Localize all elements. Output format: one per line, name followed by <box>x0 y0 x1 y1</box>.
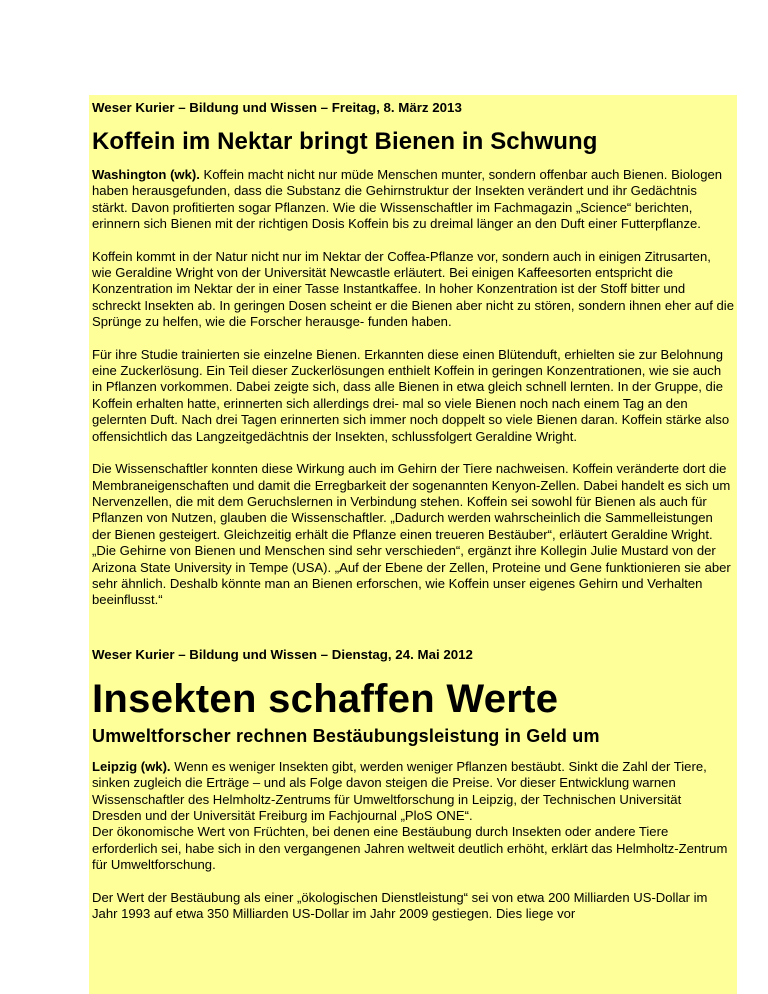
article2-paragraph-1-second: Der ökonomische Wert von Früchten, bei denen eine Bestäubung durch Insekten oder andere Tiere erforderlich sei, habe sich in den vergangenen Jahren weltweit deutlich erhöht, erklärt das Helmholtz-Zentrum für Umweltforschung. <box>92 824 728 873</box>
article1-paragraph-1-text: Koffein macht nicht nur müde Menschen munter, sondern offenbar auch Bienen. Biologen haben herausgefunden, dass die Substanz die Gehirnstruktur der Insekten verändert und ihr Gedächtnis stärkt. Davon profitierten sogar Pflanzen. Wie die Wissenschaftler im Fachmagazin „Science“ berichten, erinnern sich Bienen mit der richtigen Dosis Koffein bis zu dreimal länger an den Duft einer Futterpflanze. <box>92 167 723 232</box>
article1-lead-location: Washington (wk). <box>92 167 200 182</box>
article1-paragraph-1 <box>92 167 734 233</box>
article1-dateline: Weser Kurier – Bildung und Wissen – Freitag, 8. März 2013 <box>92 100 462 115</box>
article2-headline: Insekten schaffen Werte <box>92 676 559 721</box>
article-separator <box>92 625 734 647</box>
article1-paragraph-3: Für ihre Studie trainierten sie einzelne Bienen. Erkannten diese einen Blütenduft, erhielten sie zur Belohnung eine Zuckerlösung. Ein Teil dieser Zuckerlösungen enthielt Koffein in geringen Konzentrationen, wie sie auch in Pflanzen vorkommen. Dabei zeigte sich, dass alle Bienen in etwa gleich schnell lernten. In der Gruppe, die Koffein erhalten hatte, erinnerten sich allerdings drei- mal so viele Bienen noch nach einem Tag an den gelernten Duft. Nach drei Tagen erinnerten sich immer noch doppelt so viele Bienen daran. Koffein stärke also offensichtlich das Langzeitgedächtnis der Insekten, schlussfolgert Geraldine Wright. <box>92 346 730 444</box>
article2-paragraph-1 <box>92 759 734 874</box>
article2-paragraph-1-text: Wenn es weniger Insekten gibt, werden weniger Pflanzen bestäubt. Sinkt die Zahl der Tiere, sinken zugleich die Erträge – und als Folge davon steigen die Preise. Vor dieser Entwicklung warnen Wissenschaftler des Helmholtz-Zentrums für Umweltforschung in Leipzig, der Technischen Universität Dresden und der Universität Freiburg im Fachjournal „PloS ONE“. <box>92 758 707 823</box>
article1-headline: Koffein im Nektar bringt Bienen in Schwung <box>92 128 598 155</box>
article1-paragraph-2: Koffein kommt in der Natur nicht nur im Nektar der Coffea-Pflanze vor, sondern auch in einigen Zitrusarten, wie Geraldine Wright von der Universität Newcastle erläutert. Bei einigen Kaffeesorten entspricht die Konzentration im Nektar der in einer Tasse Instantkaffee. In hoher Konzentration ist der Stoff bitter und schreckt Insekten ab. In geringen Dosen scheint er die Bienen aber nicht zu stören, sondern ihnen eher auf die Sprünge zu helfen, wie die Forscher herausge- funden haben. <box>92 248 734 330</box>
article2-dateline: Weser Kurier – Bildung und Wissen – Dienstag, 24. Mai 2012 <box>92 646 473 662</box>
article-page <box>89 95 737 994</box>
article2-paragraph-2: Der Wert der Bestäubung als einer „ökologischen Dienstleistung“ sei von etwa 200 Milliarden US-Dollar im Jahr 1993 auf etwa 350 Milliarden US-Dollar im Jahr 2009 gestiegen. Dies liege vor <box>92 889 708 921</box>
article1-paragraph-4: Die Wissenschaftler konnten diese Wirkung auch im Gehirn der Tiere nachweisen. Koffein veränderte dort die Membraneigenschaften und damit die Erregbarkeit der sogenannten Kenyon-Zellen. Dabei handelt es sich um Nervenzellen, die mit dem Geruchslernen in Verbindung stehen. Koffein sei sowohl für Bienen als auch für Pflanzen von Nutzen, glauben die Wissenschaftler. „Dadurch werden wahrscheinlich die Sammelleistungen der Bienen gesteigert. Gleichzeitig erhält die Pflanze einen treueren Bestäuber“, erläutert Geraldine Wright. „Die Gehirne von Bienen und Menschen sind sehr verschieden“, ergänzt ihre Kollegin Julie Mustard von der Arizona State University in Tempe (USA). „Auf der Ebene der Zellen, Proteine und Gene funktionieren sie aber sehr ähnlich. Deshalb könnte man an Bienen erforschen, wie Koffein unser eigenes Gehirn und Verhalten beeinflusst.“ <box>92 461 731 608</box>
article2-lead-location: Leipzig (wk). <box>92 758 171 774</box>
article2-subheadline: Umweltforscher rechnen Bestäubungsleistung in Geld um <box>92 725 600 746</box>
